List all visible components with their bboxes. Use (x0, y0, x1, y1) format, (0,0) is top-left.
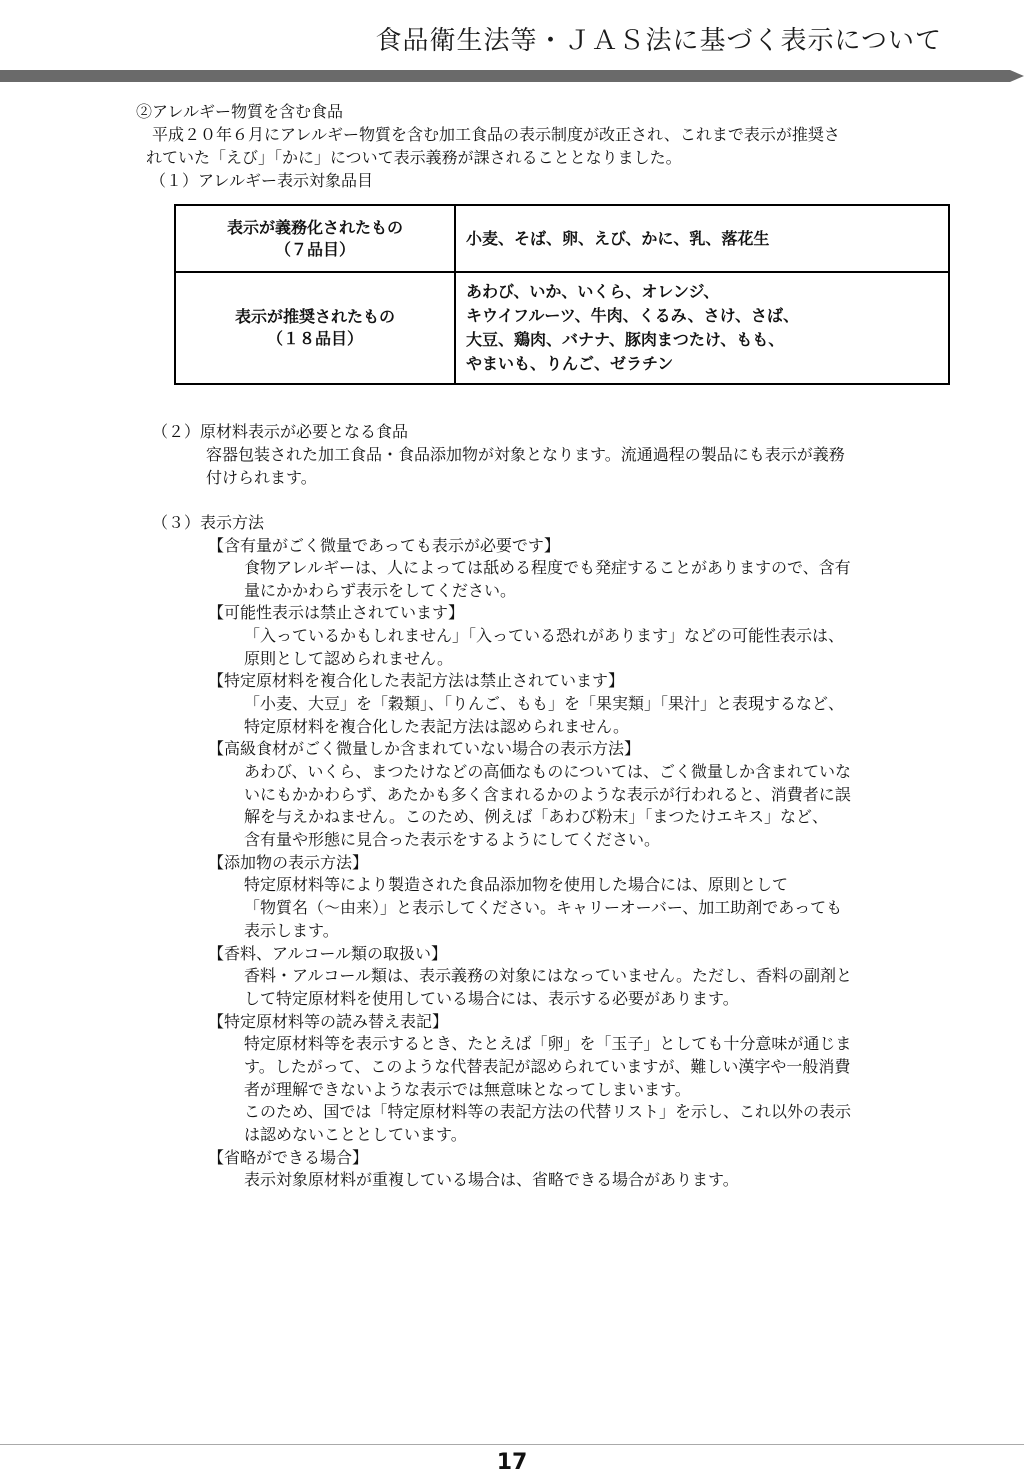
rule-body-line: 者が理解できないような表示では無意味となってしまいます。 (244, 1080, 691, 1099)
recommended-items-line-1: あわび、いか、いくら、オレンジ、 (466, 282, 720, 301)
recommended-items-line-4: やまいも、りんご、ゼラチン (466, 354, 674, 373)
rule-body-line: は認めないこととしています。 (244, 1125, 467, 1144)
rule-body-line: 「小麦、大豆」を「穀類」、「りんご、もも」を「果実類」「果汁」と表現するなど、 (244, 694, 845, 713)
rule-body-line: 食物アレルギーは、人によっては舐める程度でも発症することがありますので、含有 (244, 558, 851, 577)
section-heading: ②アレルギー物質を含む食品 (136, 102, 343, 121)
subsection-3-heading: （３）表示方法 (152, 513, 265, 532)
mandatory-items-line-1: 小麦、そば、卵、えび、かに、乳、落花生 (466, 228, 770, 248)
rule-body-line: いにもかかわらず、あたかも多く含まれるかのような表示が行われると、消費者に誤 (244, 785, 851, 804)
rule-body-line: 含有量や形態に見合った表示をするようにしてください。 (244, 830, 661, 849)
rule-body-line: 量にかかわらず表示をしてください。 (244, 581, 517, 600)
rule-body-line: 「物質名（～由来）」と表示してください。キャリーオーバー、加工助剤であっても (244, 898, 843, 917)
mandatory-label-line-1: 表示が義務化されたもの (226, 217, 403, 237)
rule-title: 【特定原材料等の読み替え表記】 (208, 1012, 449, 1031)
rule-body-line: 特定原材料等により製造された食品添加物を使用した場合には、原則として (244, 875, 789, 894)
rule-body-line: す。したがって、このような代替表記が認められていますが、難しい漢字や一般消費 (244, 1057, 851, 1076)
rule-body-line: 表示します。 (244, 921, 339, 940)
table-cell-items (455, 272, 949, 384)
subsection-2-body-line-1: 容器包装された加工食品・食品添加物が対象となります。流通過程の製品にも表示が義務 (206, 445, 845, 464)
rule-body-line: 香料・アルコール類は、表示義務の対象にはなっていません。ただし、香料の副剤と (244, 966, 853, 985)
rule-body-line: 表示対象原材料が重複している場合は、省略できる場合があります。 (244, 1170, 739, 1189)
table-cell-label (175, 272, 455, 384)
rule-body-line: このため、国では「特定原材料等の表記方法の代替リスト」を示し、これ以外の表示 (244, 1102, 852, 1121)
rule-body-line: 原則として認められません。 (244, 649, 453, 668)
subsection-2-heading: （２）原材料表示が必要となる食品 (152, 422, 409, 441)
rule-body-line: 「入っているかもしれません」「入っている恐れがあります」などの可能性表示は、 (244, 626, 845, 645)
footer-divider (0, 1444, 1024, 1445)
header-divider-bar (0, 66, 1024, 86)
page-number: 17 (496, 1450, 528, 1475)
rule-body-line: 解を与えかねません。このため、例えば「あわび粉末」「まつたけエキス」など、 (244, 807, 829, 826)
allergen-table (174, 204, 950, 385)
rule-title: 【可能性表示は禁止されています】 (208, 603, 465, 622)
rule-body-line: あわび、いくら、まつたけなどの高価なものについては、ごく微量しか含まれていな (244, 762, 852, 781)
header-bar-shape (0, 70, 1024, 82)
recommended-label-line-2: （１８品目） (266, 329, 363, 348)
recommended-items-line-3: 大豆、鶏肉、バナナ、豚肉まつたけ、もも、 (466, 330, 785, 349)
recommended-items-line-2: キウイフルーツ、牛肉、くるみ、さけ、さば、 (466, 306, 799, 325)
table-row-mandatory (175, 205, 949, 272)
intro-line-1: 平成２０年６月にアレルギー物質を含む加工食品の表示制度が改正され、これまで表示が推奨さ (152, 125, 840, 144)
rule-title: 【高級食材がごく微量しか含まれていない場合の表示方法】 (208, 739, 641, 758)
recommended-label-line-1: 表示が推奨されたもの (234, 307, 395, 326)
table-cell-label (175, 205, 455, 272)
subsection-1-heading: （１）アレルギー表示対象品目 (150, 171, 373, 190)
rule-body-line: 特定原材料等を表示するとき、たとえば「卵」を「玉子」としても十分意味が通じま (244, 1034, 852, 1053)
rule-title: 【添加物の表示方法】 (208, 853, 369, 872)
rule-title: 【特定原材料を複合化した表記方法は禁止されています】 (208, 671, 625, 690)
subsection-2-body-line-2: 付けられます。 (206, 468, 317, 487)
rule-body-line: 特定原材料を複合化した表記方法は認められません。 (244, 717, 629, 736)
page-header-title: 食品衛生法等・ＪＡＳ法に基づく表示について (375, 26, 942, 56)
rule-title: 【省略ができる場合】 (208, 1148, 369, 1167)
rule-body-line: して特定原材料を使用している場合には、表示する必要があります。 (244, 989, 739, 1008)
rule-title: 【含有量がごく微量であっても表示が必要です】 (208, 536, 560, 555)
intro-line-2: れていた「えび」「かに」について表示義務が課されることとなりました。 (146, 148, 682, 167)
rule-title: 【香料、アルコール類の取扱い】 (208, 944, 448, 963)
mandatory-label-line-2: （７品目） (274, 239, 355, 259)
table-cell-items (455, 205, 949, 272)
table-row-recommended (175, 272, 949, 384)
